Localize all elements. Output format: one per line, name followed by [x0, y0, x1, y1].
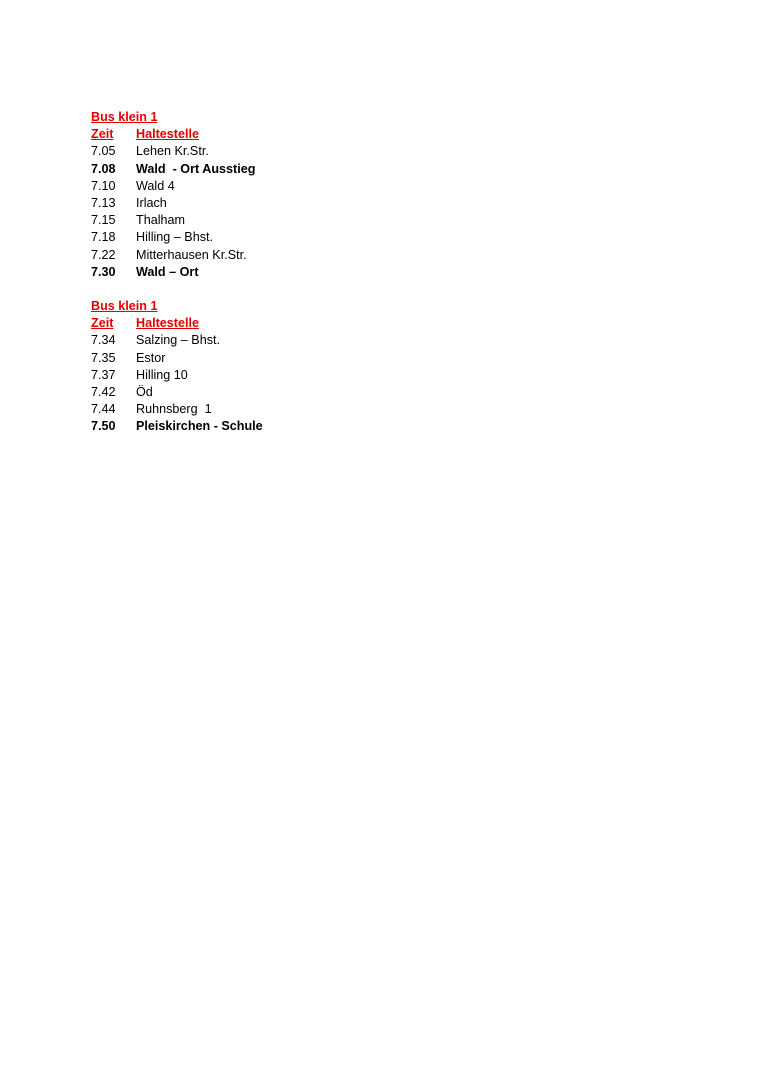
section-title: Bus klein 1 [91, 110, 158, 124]
departure-time: 7.50 [91, 419, 116, 434]
schedule-row [91, 418, 263, 435]
schedule-row [91, 212, 255, 229]
time-column-header: Zeit [91, 316, 114, 331]
stop-name: Lehen Kr.Str. [136, 144, 209, 159]
stop-name: Wald 4 [136, 178, 175, 193]
schedule-row [91, 350, 263, 367]
departure-time: 7.10 [91, 178, 116, 193]
stop-name: Irlach [136, 195, 167, 210]
schedule-row [91, 332, 263, 349]
stop-column-header: Haltestelle [136, 316, 199, 331]
departure-time: 7.05 [91, 144, 116, 159]
schedule-row [91, 178, 255, 195]
departure-time: 7.15 [91, 213, 116, 228]
stop-name: Estor [136, 350, 166, 365]
schedule-row [91, 195, 255, 212]
stop-name: Öd [136, 384, 153, 399]
stop-name: Pleiskirchen - Schule [136, 419, 263, 434]
departure-time: 7.34 [91, 333, 116, 348]
schedule-row [91, 143, 255, 160]
stop-name: Mitterhausen Kr.Str. [136, 247, 247, 262]
stop-name: Salzing – Bhst. [136, 333, 221, 348]
bus-schedule-section-2 [91, 298, 263, 436]
stop-name: Wald - Ort Ausstieg [136, 161, 256, 176]
bus-schedule-section-1 [91, 109, 255, 281]
departure-time: 7.18 [91, 230, 116, 245]
departure-time: 7.13 [91, 195, 116, 210]
schedule-row [91, 161, 255, 178]
departure-time: 7.35 [91, 350, 116, 365]
schedule-row [91, 264, 255, 281]
stop-name: Thalham [136, 213, 185, 228]
time-column-header: Zeit [91, 127, 114, 142]
departure-time: 7.08 [91, 161, 116, 176]
departure-time: 7.22 [91, 247, 116, 262]
column-header-row [91, 126, 255, 143]
schedule-row [91, 401, 263, 418]
departure-time: 7.37 [91, 367, 116, 382]
departure-time: 7.44 [91, 402, 116, 417]
schedule-row [91, 384, 263, 401]
departure-time: 7.42 [91, 384, 116, 399]
schedule-row [91, 229, 255, 246]
stop-name: Hilling – Bhst. [136, 230, 213, 245]
schedule-row [91, 367, 263, 384]
stop-name: Wald – Ort [136, 264, 199, 279]
column-header-row [91, 315, 263, 332]
stop-name: Ruhnsberg 1 [136, 402, 212, 417]
section-title: Bus klein 1 [91, 299, 158, 313]
departure-time: 7.30 [91, 264, 116, 279]
schedule-row [91, 247, 255, 264]
stop-name: Hilling 10 [136, 367, 188, 382]
stop-column-header: Haltestelle [136, 127, 199, 142]
